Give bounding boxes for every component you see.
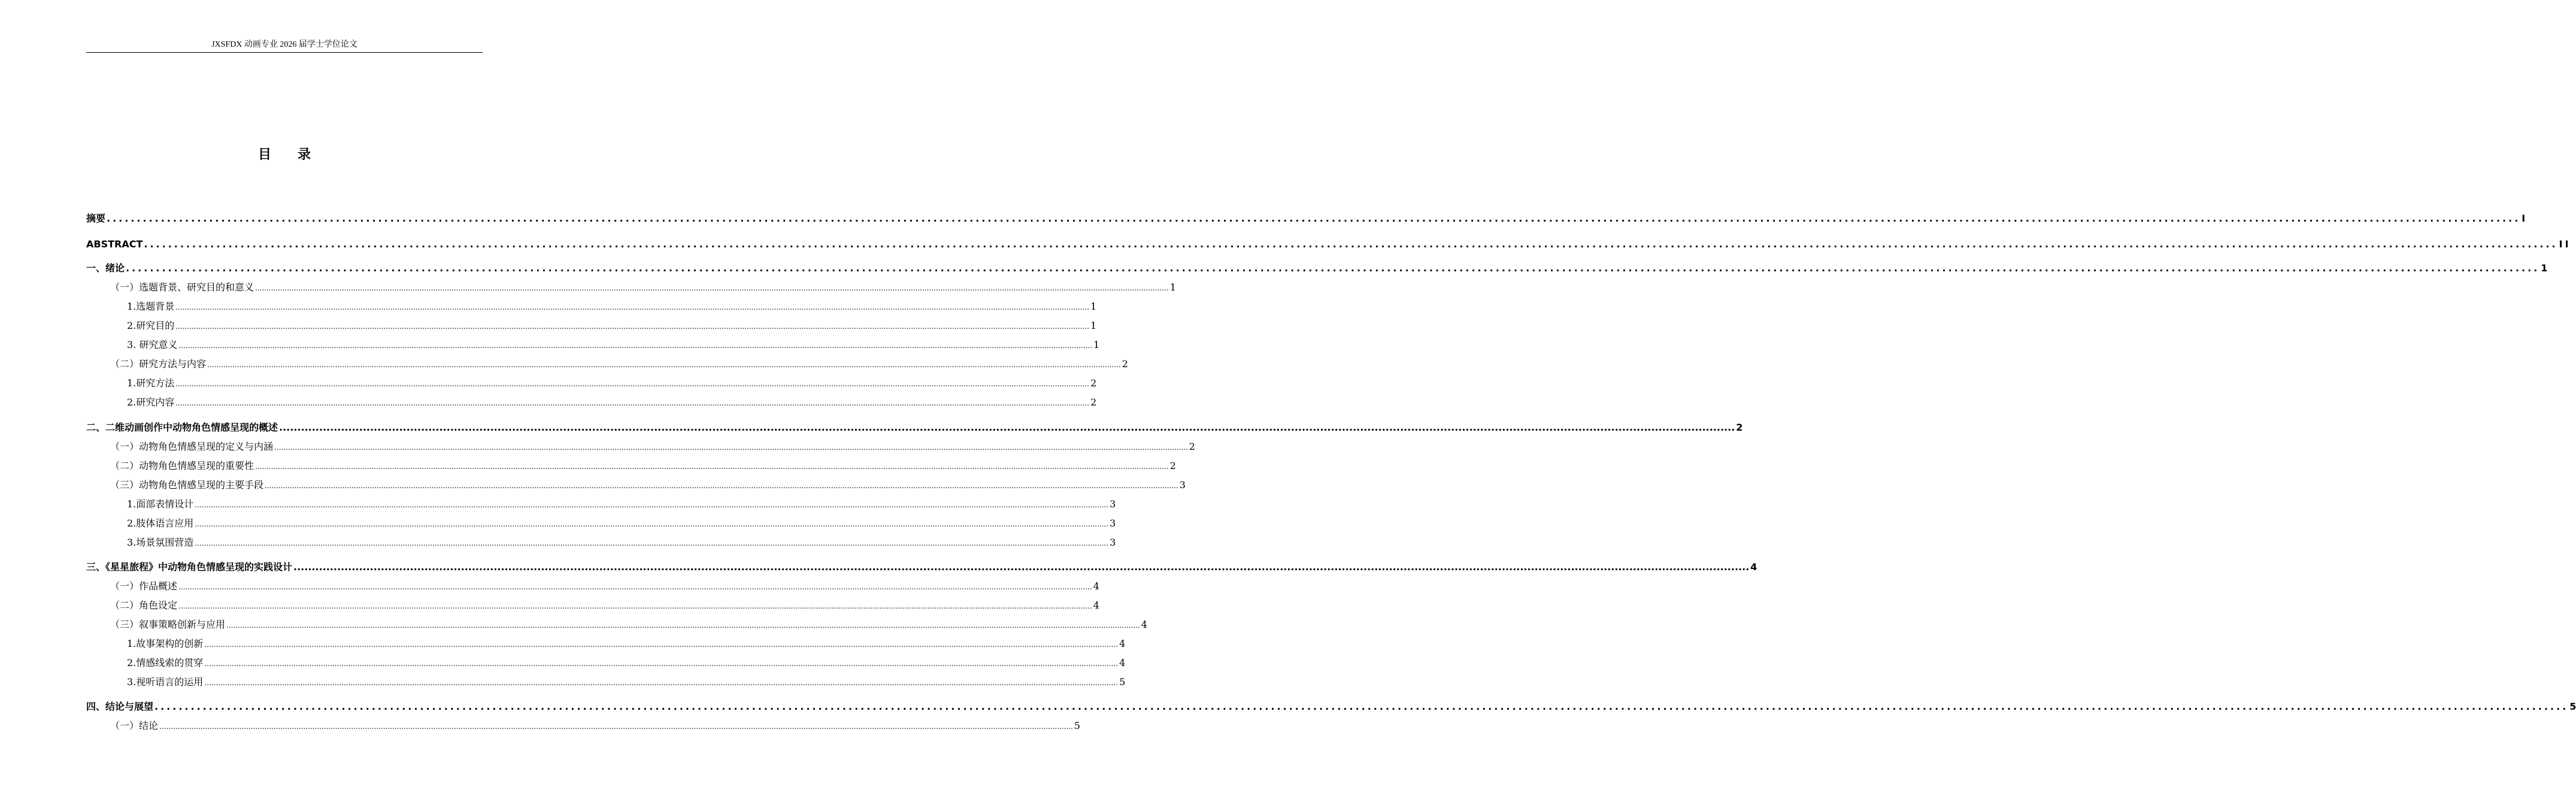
toc-dot-leader: ................................................................................................................................................................................................................................................................................................................................................................................................................ (226, 621, 1140, 630)
toc-entry-label: （一）选题背景、研究目的和意义 (110, 282, 254, 293)
toc-entry-label: 1.研究方法 (127, 377, 175, 389)
toc-entry[interactable] (86, 319, 1097, 334)
header-rule (86, 52, 483, 53)
toc-entry-page: 1 (1093, 339, 1100, 350)
toc-title-left: 目 (257, 147, 271, 162)
toc-dot-leader: ................................................................................................................................................................................................................................................................................................................................................................................................................ (204, 659, 1119, 668)
toc-entry-page: 4 (1093, 580, 1099, 592)
toc-entry-label: 一、绪论 (86, 262, 125, 274)
toc-dot-leader: ................................................................................................................................................................................................................................................................................................................................................................................................................ (293, 561, 1750, 573)
toc-entry-page: 2 (1736, 422, 1743, 433)
toc-entry-page: 1 (2541, 262, 2548, 274)
toc-dot-leader: ................................................................................................................................................................................................................................................................................................................................................................................................................ (265, 482, 1178, 490)
toc-entry-label: 二、二维动画创作中动物角色情感呈现的概述 (86, 422, 278, 433)
toc-entry-label: （一）动物角色情感呈现的定义与内涵 (110, 441, 274, 452)
toc-dot-leader: ................................................................................................................................................................................................................................................................................................................................................................................................................ (175, 380, 1090, 388)
toc-entry-page: 1 (1090, 320, 1097, 331)
toc-entry-page: 2 (1090, 377, 1097, 389)
toc-entry-page: II (2559, 238, 2571, 250)
toc-entry[interactable] (86, 280, 1176, 295)
toc-entry[interactable] (86, 261, 2548, 276)
toc-entry-label: 3. 研究意义 (127, 339, 178, 350)
toc-dot-leader: ................................................................................................................................................................................................................................................................................................................................................................................................................ (126, 262, 2540, 274)
toc-entry-label: 1.故事架构的创新 (127, 638, 204, 649)
toc-entry-page: 3 (1179, 479, 1186, 491)
toc-entry[interactable] (86, 211, 2528, 226)
toc-entry-page: 3 (1110, 518, 1116, 529)
toc-dot-leader: ................................................................................................................................................................................................................................................................................................................................................................................................................ (178, 583, 1092, 591)
toc-entry-label: （三）动物角色情感呈现的主要手段 (110, 479, 264, 491)
toc-entry-page: 1 (1090, 301, 1097, 312)
toc-entry-page: 4 (1119, 657, 1126, 668)
toc-entry[interactable] (86, 299, 1097, 314)
toc-dot-leader: ................................................................................................................................................................................................................................................................................................................................................................................................................ (207, 361, 1121, 369)
toc-entry[interactable] (86, 440, 1195, 455)
toc-entry-label: 四、结论与展望 (86, 701, 154, 712)
toc-entry-label: 2.研究目的 (127, 320, 175, 331)
toc-dot-leader: ................................................................................................................................................................................................................................................................................................................................................................................................................ (195, 520, 1109, 528)
toc-dot-leader: ................................................................................................................................................................................................................................................................................................................................................................................................................ (178, 602, 1092, 610)
toc-dot-leader: ................................................................................................................................................................................................................................................................................................................................................................................................................ (159, 722, 1073, 731)
toc-entry-label: （一）作品概述 (110, 580, 178, 592)
toc-entry-page: 2 (1189, 441, 1195, 452)
toc-entry-page: 2 (1090, 397, 1097, 408)
toc-entry[interactable] (86, 560, 1757, 574)
toc-title (0, 146, 569, 164)
toc-dot-leader: ................................................................................................................................................................................................................................................................................................................................................................................................................ (144, 238, 2558, 250)
toc-entry-label: （一）结论 (110, 720, 159, 731)
toc-dot-leader: ................................................................................................................................................................................................................................................................................................................................................................................................................ (195, 501, 1109, 509)
toc-entry-label: 1.面部表情设计 (127, 498, 194, 510)
toc-entry-page: 4 (1141, 619, 1147, 630)
toc-entry[interactable] (86, 357, 1128, 372)
toc-entry-label: （二）研究方法与内容 (110, 358, 207, 370)
toc-entry[interactable] (86, 719, 1080, 734)
toc-entry-label: 3.视听语言的运用 (127, 676, 204, 688)
toc-entry-label: （二）动物角色情感呈现的重要性 (110, 460, 254, 471)
toc-entry[interactable] (86, 637, 1126, 652)
toc-entry-page: 4 (1750, 561, 1757, 573)
toc-title-right: 录 (298, 147, 311, 162)
toc-entry[interactable] (86, 497, 1116, 512)
toc-entry[interactable] (86, 579, 1099, 594)
toc-entry-page: 5 (2569, 701, 2576, 712)
toc-entry-label: 2.情感线索的贯穿 (127, 657, 204, 668)
toc-entry-label: 3.场景氛围营造 (127, 537, 194, 548)
toc-entry-page: 3 (1110, 537, 1116, 548)
toc-dot-leader: ................................................................................................................................................................................................................................................................................................................................................................................................................ (279, 422, 1735, 433)
toc-entry[interactable] (86, 656, 1126, 671)
toc-entry-label: 1.选题背景 (127, 301, 175, 312)
toc-entry[interactable] (86, 700, 2576, 714)
toc-entry-page: 2 (1122, 358, 1128, 370)
toc-dot-leader: ................................................................................................................................................................................................................................................................................................................................................................................................................ (107, 213, 2521, 224)
toc-entry-page: 1 (1169, 282, 1176, 293)
toc-dot-leader: ................................................................................................................................................................................................................................................................................................................................................................................................................ (255, 284, 1169, 292)
toc-entry-label: 2.研究内容 (127, 397, 175, 408)
toc-entry[interactable] (86, 395, 1097, 410)
toc-entry-page: 5 (1119, 676, 1126, 688)
toc-entry-page: 4 (1119, 638, 1126, 649)
toc-entry-page: 3 (1110, 498, 1116, 510)
page-header: JXSFDX 动画专业 2026 届学士学位论文 (211, 40, 357, 49)
toc-entry-label: ABSTRACT (86, 238, 143, 250)
toc-entry-label: 2.肢体语言应用 (127, 518, 194, 529)
toc-entry[interactable] (86, 459, 1176, 474)
toc-entry[interactable] (86, 420, 1743, 435)
toc-entry-label: （二）角色设定 (110, 600, 178, 611)
toc-entry[interactable] (86, 618, 1147, 632)
toc-entry-page: 4 (1093, 600, 1099, 611)
toc-entry[interactable] (86, 598, 1099, 613)
toc-entry-label: （三）叙事策略创新与应用 (110, 619, 226, 630)
toc-entry[interactable] (86, 338, 1100, 353)
toc-dot-leader: ................................................................................................................................................................................................................................................................................................................................................................................................................ (204, 679, 1119, 687)
toc-entry-label: 摘要 (86, 213, 106, 224)
toc-entry[interactable] (86, 376, 1097, 391)
toc-entry-page: 5 (1074, 720, 1080, 731)
toc-dot-leader: ................................................................................................................................................................................................................................................................................................................................................................................................................ (175, 399, 1090, 407)
toc-entry-label: 三、《星星旅程》中动物角色情感呈现的实践设计 (86, 561, 293, 573)
toc-dot-leader: ................................................................................................................................................................................................................................................................................................................................................................................................................ (178, 341, 1093, 350)
toc-dot-leader: ................................................................................................................................................................................................................................................................................................................................................................................................................ (195, 539, 1109, 547)
toc-dot-leader: ................................................................................................................................................................................................................................................................................................................................................................................................................ (175, 303, 1090, 311)
toc-dot-leader: ................................................................................................................................................................................................................................................................................................................................................................................................................ (255, 462, 1169, 471)
toc-entry[interactable] (86, 535, 1116, 550)
toc-entry-page: I (2522, 213, 2528, 224)
toc-dot-leader: ................................................................................................................................................................................................................................................................................................................................................................................................................ (154, 701, 2569, 712)
toc-entry[interactable] (86, 237, 2571, 252)
toc-entry-page: 2 (1169, 460, 1176, 471)
toc-entry[interactable] (86, 516, 1116, 531)
toc-dot-leader: ................................................................................................................................................................................................................................................................................................................................................................................................................ (204, 640, 1119, 649)
toc-entry[interactable] (86, 478, 1186, 493)
toc-dot-leader: ................................................................................................................................................................................................................................................................................................................................................................................................................ (274, 443, 1188, 452)
toc-entry[interactable] (86, 675, 1126, 690)
toc-dot-leader: ................................................................................................................................................................................................................................................................................................................................................................................................................ (175, 322, 1090, 331)
